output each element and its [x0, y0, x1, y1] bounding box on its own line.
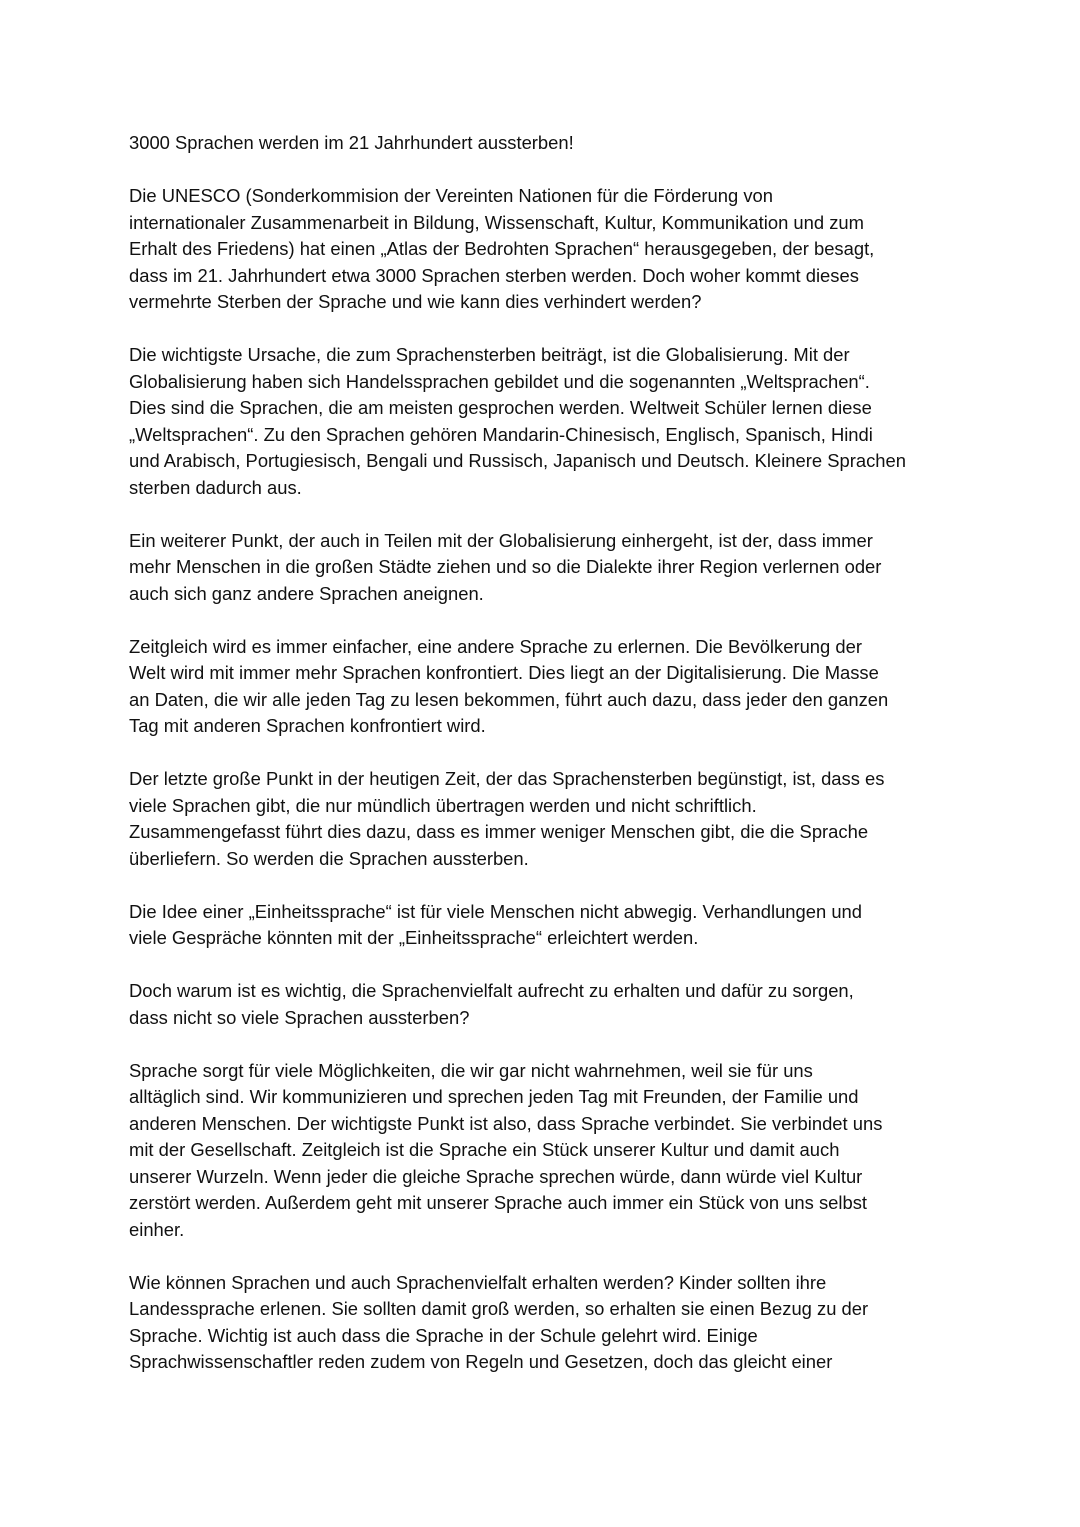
- text-line: vermehrte Sterben der Sprache und wie kann dies verhindert werden?: [129, 291, 702, 312]
- text-line: Welt wird mit immer mehr Sprachen konfrontiert. Dies liegt an der Digitalisierung. Die Masse: [129, 662, 879, 683]
- text-line: unserer Wurzeln. Wenn jeder die gleiche Sprache sprechen würde, dann würde viel Kultur: [129, 1165, 863, 1187]
- text-line: überliefern. So werden die Sprachen aussterben.: [129, 847, 529, 869]
- text-line: dass nicht so viele Sprachen aussterben?: [129, 1006, 470, 1028]
- text-line: zerstört werden. Außerdem geht mit unserer Sprache auch immer ein Stück von uns selbst: [129, 1192, 868, 1213]
- text-line: mehr Menschen in die großen Städte ziehen und so die Dialekte ihrer Region verlernen oder: [129, 556, 882, 577]
- text-line: Dies sind die Sprachen, die am meisten gesprochen werden. Weltweit Schüler lernen diese: [129, 397, 872, 418]
- text-line: Wie können Sprachen und auch Sprachenvielfalt erhalten werden? Kinder sollten ihre: [129, 1271, 827, 1293]
- text-line: Die UNESCO (Sonderkommision der Vereinten Nationen für die Förderung von: [129, 185, 773, 206]
- text-line: Die Idee einer „Einheitssprache“ ist für viele Menschen nicht abwegig. Verhandlungen und: [129, 900, 863, 922]
- text-line: Globalisierung haben sich Handelssprachen gebildet und die sogenannten „Weltsprachen“.: [129, 370, 870, 392]
- text-line: Ein weiterer Punkt, der auch in Teilen mit der Globalisierung einhergeht, ist der, dass immer: [129, 529, 873, 551]
- text-line: „Weltsprachen“. Zu den Sprachen gehören Mandarin-Chinesisch, Englisch, Spanisch, Hindi: [129, 423, 873, 445]
- text-line: dass im 21. Jahrhundert etwa 3000 Sprachen sterben werden. Doch woher kommt dieses: [129, 264, 859, 286]
- text-line: sterben dadurch aus.: [129, 476, 302, 498]
- text-line: Der letzte große Punkt in der heutigen Zeit, der das Sprachensterben begünstigt, ist, dass es: [129, 768, 885, 789]
- paragraph-globalisierung: [129, 342, 1029, 501]
- text-line: 3000 Sprachen werden im 21 Jahrhundert aussterben!: [129, 132, 574, 153]
- text-line: Zeitgleich wird es immer einfacher, eine andere Sprache zu erlernen. Die Bevölkerung der: [129, 635, 862, 657]
- paragraph-muendlich: [129, 766, 1029, 872]
- text-line: alltäglich sind. Wir kommunizieren und sprechen jeden Tag mit Freunden, der Familie und: [129, 1086, 859, 1107]
- text-line: und Arabisch, Portugiesisch, Bengali und Russisch, Japanisch und Deutsch. Kleinere Sprachen: [129, 450, 906, 471]
- paragraph-staedte: [129, 528, 1029, 608]
- text-line: Erhalt des Friedens) hat einen „Atlas der Bedrohten Sprachen“ herausgegeben, der besagt,: [129, 238, 875, 259]
- text-line: Tag mit anderen Sprachen konfrontiert wird.: [129, 715, 486, 736]
- headline-paragraph: [129, 130, 1029, 157]
- text-line: mit der Gesellschaft. Zeitgleich ist die Sprache ein Stück unserer Kultur und damit auch: [129, 1139, 840, 1160]
- text-line: Sprachwissenschaftler reden zudem von Regeln und Gesetzen, doch das gleicht einer: [129, 1351, 833, 1372]
- text-line: Landessprache erlenen. Sie sollten damit groß werden, so erhalten sie einen Bezug zu der: [129, 1298, 869, 1319]
- text-line: viele Gespräche könnten mit der „Einheitssprache“ erleichtert werden.: [129, 927, 699, 948]
- text-line: auch sich ganz andere Sprachen aneignen.: [129, 582, 484, 604]
- text-line: Doch warum ist es wichtig, die Sprachenvielfalt aufrecht zu erhalten und dafür zu sorgen,: [129, 980, 854, 1001]
- text-line: Sprache sorgt für viele Möglichkeiten, die wir gar nicht wahrnehmen, weil sie für uns: [129, 1059, 813, 1081]
- paragraph-bedeutung: [129, 1058, 1029, 1244]
- paragraph-digitalisierung: [129, 634, 1029, 740]
- text-line: einher.: [129, 1218, 185, 1240]
- text-line: Zusammengefasst führt dies dazu, dass es immer weniger Menschen gibt, die die Sprache: [129, 821, 869, 842]
- document-body: [129, 130, 1029, 1402]
- paragraph-frage: [129, 978, 1029, 1031]
- paragraph-unesco: [129, 183, 1029, 316]
- text-line: viele Sprachen gibt, die nur mündlich übertragen werden und nicht schriftlich.: [129, 794, 757, 816]
- text-line: anderen Menschen. Der wichtigste Punkt ist also, dass Sprache verbindet. Sie verbindet uns: [129, 1112, 883, 1134]
- text-line: Die wichtigste Ursache, die zum Sprachensterben beiträgt, ist die Globalisierung. Mit der: [129, 344, 850, 365]
- text-line: internationaler Zusammenarbeit in Bildung, Wissenschaft, Kultur, Kommunikation und zum: [129, 211, 864, 233]
- paragraph-erhaltung: [129, 1270, 1029, 1376]
- paragraph-einheitssprache: [129, 899, 1029, 952]
- text-line: an Daten, die wir alle jeden Tag zu lesen bekommen, führt auch dazu, dass jeder den ganzen: [129, 688, 889, 710]
- text-line: Sprache. Wichtig ist auch dass die Sprache in der Schule gelehrt wird. Einige: [129, 1324, 758, 1346]
